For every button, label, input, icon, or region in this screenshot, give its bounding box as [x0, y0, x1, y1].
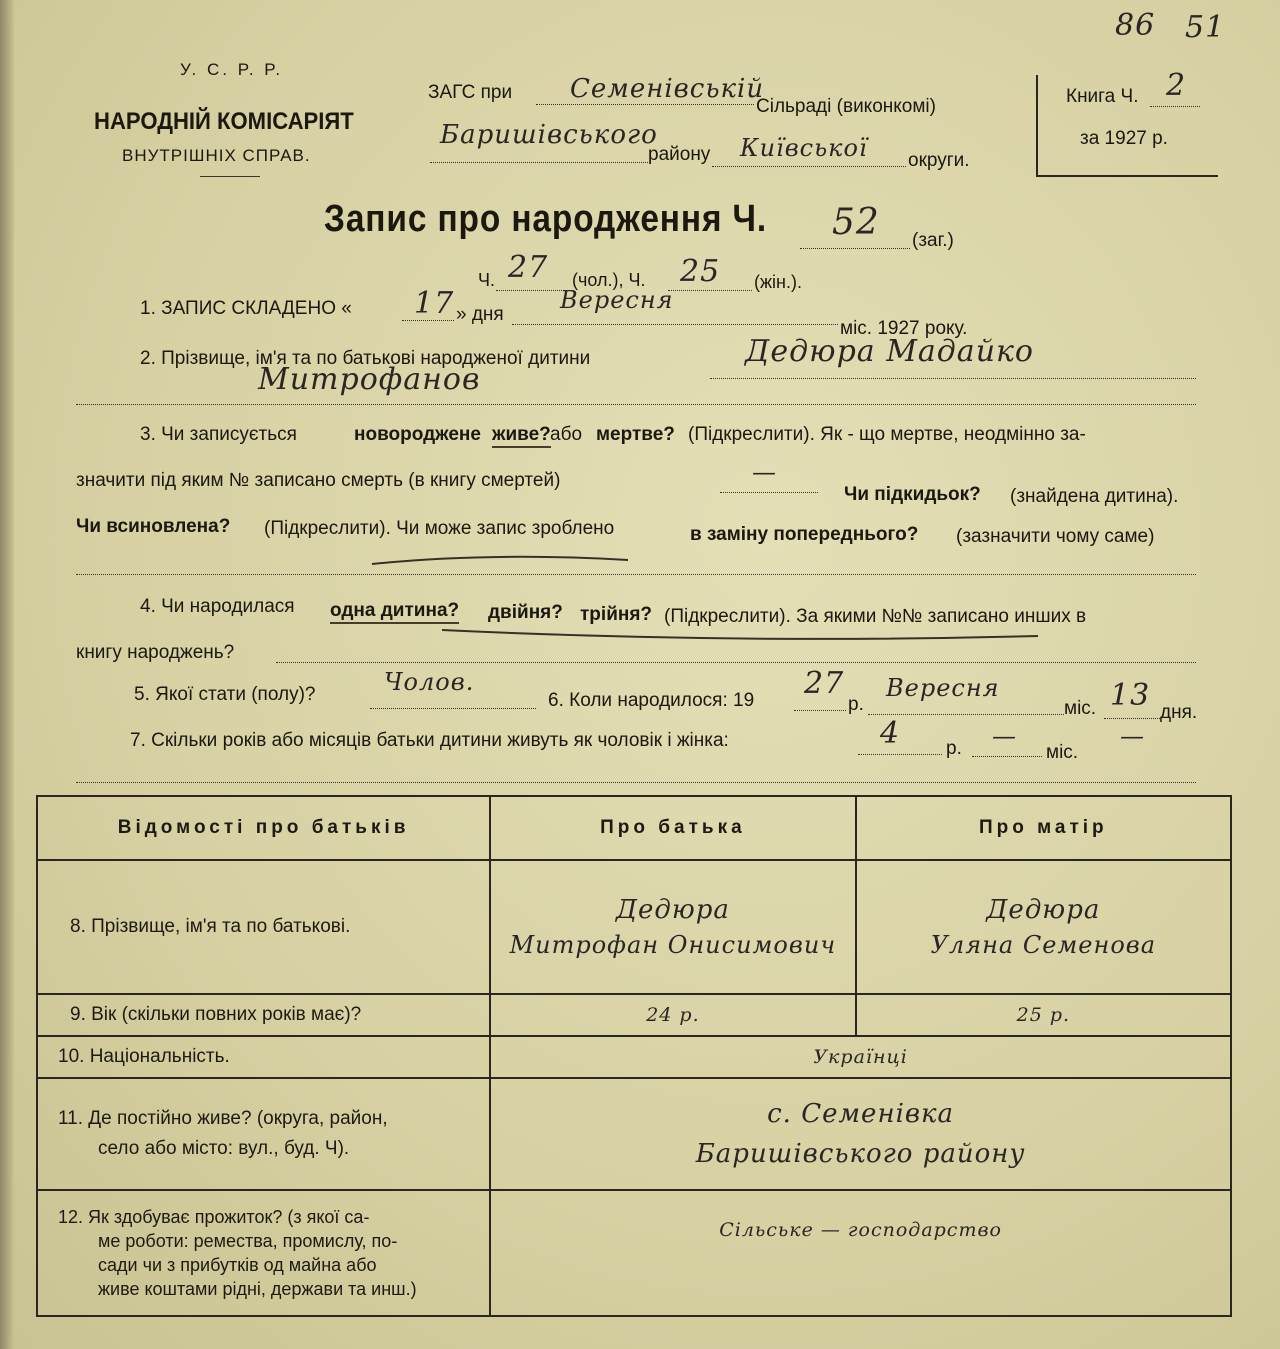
item2-line1 [710, 378, 1196, 379]
female-count-line [668, 290, 752, 291]
male-count-handwritten: 27 [508, 250, 549, 285]
row11-value [490, 1078, 1231, 1190]
row11-label-line2: село або місто: вул., буд. Ч). [98, 1138, 350, 1159]
count-ch-label: Ч. [478, 270, 495, 290]
state-header: У. С. Р. Р. [180, 60, 284, 79]
row12-label-line1: 12. Як здобуває прожиток? (з якої са- [58, 1207, 370, 1227]
row11-label-line1: 11. Де постійно живе? (округа, район, [58, 1108, 388, 1129]
row12-label-line3: сади чи з прибутків од майна або [98, 1255, 377, 1275]
council-label: Сільраді (виконкомі) [756, 96, 936, 117]
row12-label-line2: ме роботи: ремества, промислу, по- [98, 1231, 398, 1251]
item7-years-handwritten: 4 [880, 716, 901, 751]
item4-line2: книгу народжень? [76, 642, 235, 663]
archive-mark-right: 51 [1185, 10, 1226, 45]
table-row-occupation [37, 1190, 1231, 1316]
row12-label [37, 1190, 490, 1316]
row8-father-surname: Дедюра [615, 895, 730, 925]
record-title: Запис про народження Ч. [324, 198, 768, 240]
book-spine-shadow [0, 0, 14, 1349]
district-line [430, 162, 648, 163]
item3-line2: значити під яким № записано смерть (в книгу смертей) [76, 470, 561, 491]
item3-dead: мертве? [596, 424, 675, 445]
item1-month-handwritten: Вересня [560, 286, 674, 314]
book-number-line [1150, 106, 1200, 107]
item3-f: (Підкреслити). Як - що мертве, неодмінно за- [688, 424, 1086, 445]
book-label: Книга Ч. [1066, 86, 1139, 107]
item4-twins: двійня? [488, 602, 563, 623]
table-row-nationality [37, 1036, 1231, 1078]
district-label: району [648, 144, 711, 165]
row10-label: 10. Національність. [37, 1036, 490, 1078]
item4-e: (Підкреслити). За якими №№ записано инших в [664, 606, 1087, 627]
item6-year-handwritten: 27 [804, 666, 845, 701]
item6-year-line [794, 710, 846, 711]
item6-dnya: дня. [1160, 702, 1198, 723]
table-row-residence [37, 1078, 1231, 1190]
item6-r: р. [848, 694, 864, 715]
item3-line3-b: (Підкреслити). Чи може запис зроблено [264, 518, 615, 539]
okrug-handwritten: Київської [740, 134, 868, 162]
row11-district: Баришівського району [695, 1139, 1026, 1169]
item3-foundling-note: (знайдена дитина). [1010, 486, 1179, 507]
item1-mid: » дня [456, 304, 504, 325]
row9-mother: 25 р. [856, 994, 1231, 1036]
item6-mis: міс. [1064, 698, 1097, 719]
item1-month-line [512, 324, 838, 325]
item4-handwritten-stroke [440, 624, 1040, 648]
item1-day-handwritten: 17 [414, 286, 455, 321]
item3-line3-d: (зазначити чому саме) [956, 526, 1155, 547]
item7-mis: міс. [1046, 742, 1079, 763]
book-year: за 1927 р. [1080, 128, 1168, 149]
row8-father-name: Митрофан Онисимович [509, 931, 837, 959]
archive-mark-left: 86 [1115, 8, 1156, 43]
item7-months-handwritten: — [992, 722, 1017, 750]
item2-label: 2. Прізвище, ім'я та по батькові народженої дитини [140, 348, 591, 369]
header-mother: Про матір [856, 796, 1231, 860]
female-count-handwritten: 25 [680, 254, 721, 289]
item3-replacement: в заміну попереднього? [690, 524, 919, 545]
item3-a: 3. Чи записується [140, 424, 297, 445]
item4-numbers-line [276, 662, 1196, 663]
row12-value: Сільське — господарство [490, 1190, 1231, 1316]
item6-label: 6. Коли народилося: 19 [548, 690, 755, 711]
male-count-label: (чол.), Ч. [572, 270, 646, 290]
female-count-label: (жін.). [754, 272, 802, 292]
item1-suffix: міс. 1927 року. [840, 318, 968, 339]
row8-mother-surname: Дедюра [986, 895, 1101, 925]
table-row-name [37, 860, 1231, 994]
row12-label-line4: живе коштами рідні, держави та инш.) [98, 1279, 417, 1299]
item3-death-dash: — [752, 458, 777, 486]
item2-patronymic-handwritten: Митрофанов [258, 362, 481, 397]
item5-line [370, 708, 536, 709]
item5-handwritten: Чолов. [384, 668, 475, 696]
record-total-suffix: (заг.) [912, 230, 954, 251]
row8-father [490, 860, 855, 994]
item7-end-handwritten: — [1120, 722, 1145, 750]
row8-label: 8. Прізвище, ім'я та по батькові. [37, 860, 490, 994]
header-parents-info: Відомості про батьків [37, 796, 490, 860]
row10-value: Українці [490, 1036, 1231, 1078]
item7-years-line [858, 754, 942, 755]
record-number-line [800, 248, 910, 249]
item3-foundling: Чи підкидьок? [844, 484, 981, 505]
item3-death-line [720, 492, 818, 493]
item3-alive: живе? [492, 424, 551, 448]
item3-reason-line [76, 574, 1196, 575]
village-line [536, 104, 754, 105]
item2-line2 [76, 404, 1196, 405]
male-count-line [496, 290, 568, 291]
okrug-line [712, 166, 906, 167]
row11-village: с. Семенівка [767, 1099, 955, 1129]
item3-handwritten-stroke [370, 550, 630, 570]
item3-or: або [550, 424, 583, 445]
item6-day-handwritten: 13 [1110, 678, 1151, 713]
item7-r: р. [946, 738, 962, 759]
item4-triplets: трійня? [580, 604, 653, 625]
item5-label: 5. Якої стати (полу)? [134, 684, 316, 705]
table-header-row [37, 796, 1231, 860]
item7-months-line [972, 756, 1042, 757]
district-handwritten: Баришівського [440, 120, 658, 150]
department-header: ВНУТРІШНІХ СПРАВ. [122, 146, 311, 165]
table-row-age [37, 994, 1231, 1036]
commissariat-header: НАРОДНІЙ КОМІСАРІЯТ [94, 108, 354, 135]
row11-label [37, 1078, 490, 1190]
record-number-handwritten: 52 [832, 202, 880, 243]
item4-single: одна дитина? [330, 600, 459, 624]
parents-table [36, 795, 1232, 1317]
header-father: Про батька [490, 796, 855, 860]
item2-name-handwritten: Дедюра Мадайко [745, 334, 1034, 369]
item7-line2 [76, 782, 1196, 783]
item1-prefix: 1. ЗАПИС СКЛАДЕНО « [140, 298, 352, 319]
village-handwritten: Семенівській [570, 74, 765, 104]
header-rule [200, 176, 260, 177]
item4-a: 4. Чи народилася [140, 596, 295, 617]
item7-label: 7. Скільки років або місяців батьки дитини живуть як чоловік і жінка: [130, 730, 729, 751]
item6-month-handwritten: Вересня [886, 674, 1000, 702]
item3-adopted: Чи всиновлена? [76, 516, 231, 537]
item3-newborn: новороджене [354, 424, 481, 445]
book-number-handwritten: 2 [1166, 68, 1187, 103]
row9-father: 24 р. [490, 994, 855, 1036]
row9-label: 9. Вік (скільки повних років має)? [37, 994, 490, 1036]
zags-prefix: ЗАГС при [428, 82, 513, 103]
item6-day-line [1104, 718, 1160, 719]
row8-mother-name: Уляна Семенова [930, 931, 1157, 959]
okrug-label: округи. [908, 150, 970, 171]
item6-month-line [868, 714, 1064, 715]
row8-mother [856, 860, 1231, 994]
